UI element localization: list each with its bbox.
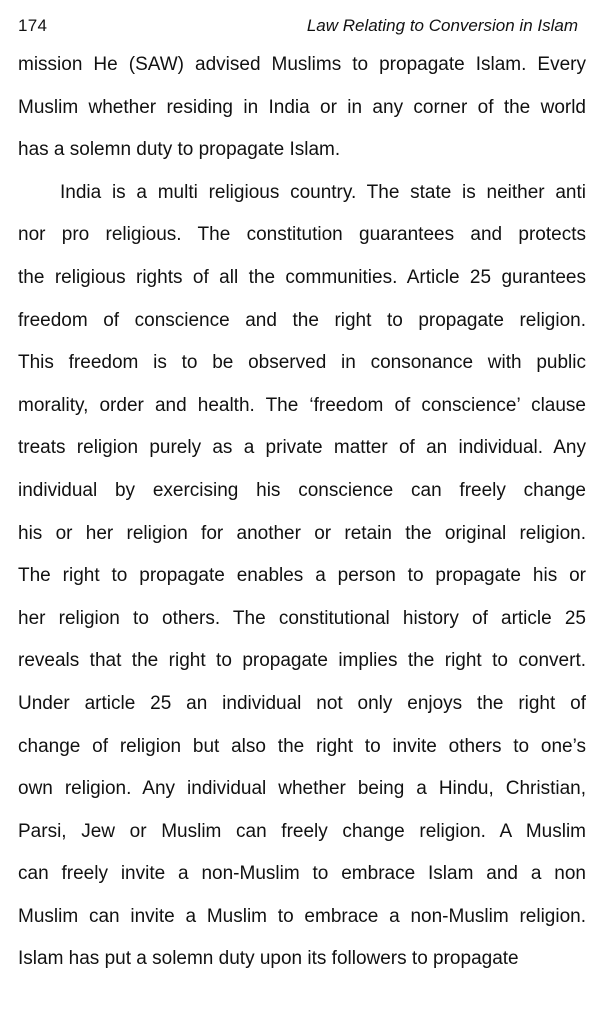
text-line: reveals that the right to propagate implies the right to convert.: [18, 650, 586, 672]
page-header: [18, 10, 586, 44]
text-line: own religion. Any individual whether being a Hindu, Christian,: [18, 778, 586, 800]
text-line: freedom of conscience and the right to propagate religion.: [18, 309, 586, 331]
page-number: 174: [18, 16, 48, 35]
paragraph: [18, 172, 586, 981]
text-line: This freedom is to be observed in consonance with public: [18, 352, 586, 374]
text-line: Under article 25 an individual not only enjoys the right of: [18, 692, 586, 714]
text-line: has a solemn duty to propagate Islam.: [18, 139, 341, 161]
text-line: morality, order and health. The ‘freedom of conscience’ clause: [18, 394, 586, 416]
text-line: change of religion but also the right to invite others to one’s: [18, 735, 586, 757]
text-line: Muslim can invite a Muslim to embrace a non-Muslim religion.: [18, 905, 586, 927]
text-line: can freely invite a non-Muslim to embrace Islam and a non: [18, 863, 586, 885]
text-line: her religion to others. The constitutional history of article 25: [18, 607, 586, 629]
text-line: Parsi, Jew or Muslim can freely change religion. A Muslim: [18, 820, 586, 842]
text-line: his or her religion for another or retain the original religion.: [18, 522, 586, 544]
text-line: treats religion purely as a private matter of an individual. Any: [18, 437, 586, 459]
text-line: Muslim whether residing in India or in any corner of the world: [18, 96, 586, 118]
paragraph: [18, 44, 586, 172]
text-line: India is a multi religious country. The state is neither anti: [60, 181, 586, 203]
text-line: individual by exercising his conscience can freely change: [18, 479, 586, 501]
body-text: [18, 44, 586, 981]
text-line: Islam has put a solemn duty upon its followers to propagate: [18, 948, 519, 970]
running-title: Law Relating to Conversion in Islam: [306, 16, 578, 35]
text-line: The right to propagate enables a person to propagate his or: [18, 565, 586, 587]
text-line: mission He (SAW) advised Muslims to propagate Islam. Every: [18, 54, 586, 75]
text-line: nor pro religious. The constitution guarantees and protects: [18, 224, 586, 246]
text-line: the religious rights of all the communities. Article 25 gurantees: [18, 266, 586, 288]
